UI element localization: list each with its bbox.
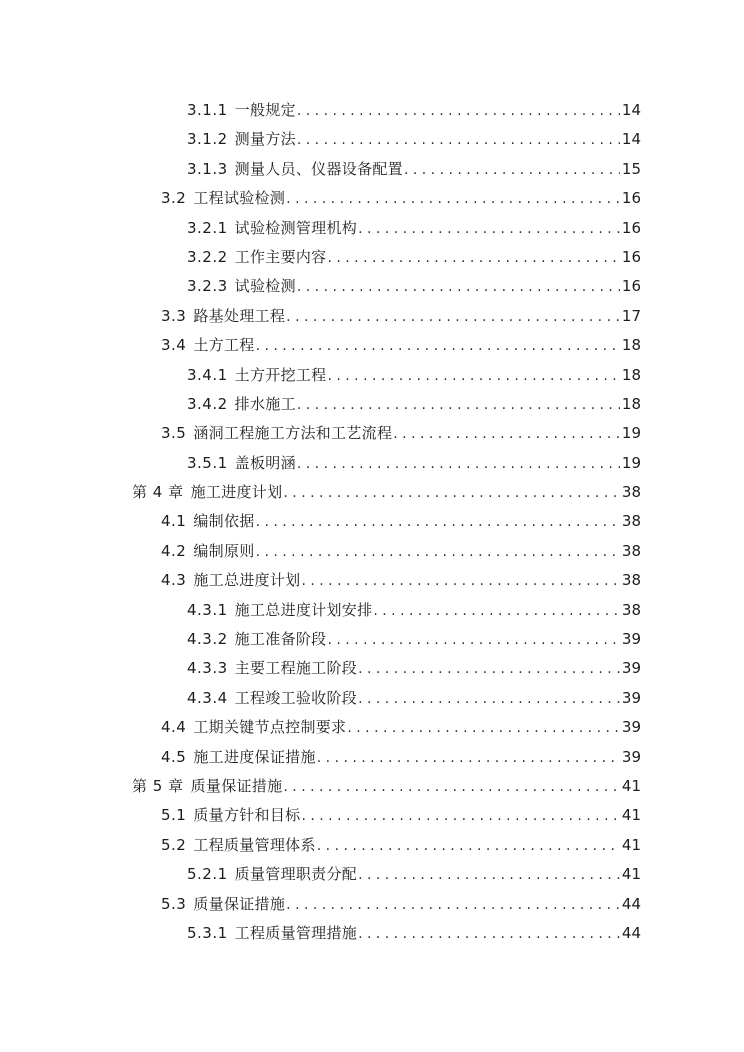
table-of-contents: [132, 96, 641, 948]
toc-page-number: 15: [621, 159, 641, 178]
toc-entry-title: 质量保证措施: [193, 894, 286, 913]
toc-entry[interactable]: [132, 713, 641, 742]
toc-page-number: 14: [621, 130, 641, 149]
toc-entry-number: 3.4.2: [187, 394, 228, 413]
dot-leader: [297, 390, 620, 420]
toc-page-number: 39: [621, 630, 641, 649]
toc-entry-number: 3.5.1: [187, 453, 228, 472]
toc-entry[interactable]: [132, 507, 641, 536]
toc-entry-number: 3.2: [161, 189, 187, 208]
toc-entry-title: 土方开挖工程: [234, 365, 327, 384]
toc-entry[interactable]: [132, 596, 641, 625]
toc-entry[interactable]: [132, 890, 641, 919]
toc-entry-number: 4.4: [161, 718, 187, 737]
toc-entry-number: 4.3.1: [187, 600, 228, 619]
toc-entry-number: 5.2: [161, 835, 187, 854]
toc-page-number: 38: [621, 600, 641, 619]
toc-entry-title: 试验检测: [234, 277, 296, 296]
dot-leader: [256, 537, 620, 567]
toc-entry[interactable]: [132, 743, 641, 772]
toc-entry[interactable]: [132, 625, 641, 654]
toc-entry[interactable]: [132, 361, 641, 390]
toc-entry[interactable]: [132, 478, 641, 507]
toc-page-number: 38: [621, 483, 641, 502]
toc-entry-number: 5.3.1: [187, 923, 228, 942]
toc-page-number: 38: [621, 571, 641, 590]
toc-entry[interactable]: [132, 184, 641, 213]
toc-entry-title: 编制依据: [193, 512, 255, 531]
dot-leader: [358, 860, 620, 890]
toc-entry-title: 路基处理工程: [193, 306, 286, 325]
toc-entry-number: 3.1.2: [187, 130, 228, 149]
dot-leader: [297, 272, 620, 302]
dot-leader: [317, 831, 620, 861]
toc-entry-title: 施工进度计划: [190, 483, 283, 502]
toc-entry[interactable]: [132, 919, 641, 948]
toc-page-number: 39: [621, 718, 641, 737]
toc-page-number: 14: [621, 101, 641, 119]
toc-entry[interactable]: [132, 214, 641, 243]
toc-entry[interactable]: [132, 684, 641, 713]
toc-page-number: 39: [621, 688, 641, 707]
dot-leader: [327, 361, 619, 391]
toc-entry-number: 3.2.3: [187, 277, 228, 296]
toc-entry-title: 一般规定: [234, 101, 296, 119]
toc-entry-title: 施工总进度计划: [193, 571, 301, 590]
toc-entry-title: 施工准备阶段: [234, 630, 327, 649]
toc-entry-title: 盖板明涵: [234, 453, 296, 472]
toc-entry-title: 质量管理职责分配: [234, 865, 358, 884]
toc-entry-number: 4.2: [161, 541, 187, 560]
toc-entry[interactable]: [132, 390, 641, 419]
toc-entry[interactable]: [132, 654, 641, 683]
toc-entry-title: 工程质量管理措施: [234, 923, 358, 942]
toc-entry-number: 3.3: [161, 306, 187, 325]
toc-entry[interactable]: [132, 566, 641, 595]
dot-leader: [358, 919, 620, 949]
toc-entry[interactable]: [132, 860, 641, 889]
toc-entry-number: 4.3.3: [187, 659, 228, 678]
toc-entry-number: 4.3: [161, 571, 187, 590]
toc-entry-number: 3.2.1: [187, 218, 228, 237]
dot-leader: [358, 684, 620, 714]
dot-leader: [358, 654, 620, 684]
dot-leader: [301, 566, 619, 596]
dot-leader: [286, 302, 620, 332]
toc-page-number: 38: [621, 512, 641, 531]
dot-leader: [347, 713, 620, 743]
toc-entry-number: 3.2.2: [187, 247, 228, 266]
toc-page-number: 19: [621, 424, 641, 443]
toc-entry-title: 测量方法: [234, 130, 296, 149]
toc-entry-title: 施工进度保证措施: [193, 747, 316, 766]
toc-entry-number: 3.1.3: [187, 159, 228, 178]
dot-leader: [256, 331, 620, 361]
toc-entry-number: 3.4: [161, 336, 187, 355]
dot-leader: [373, 596, 620, 626]
dot-leader: [317, 743, 620, 773]
toc-entry-title: 施工总进度计划安排: [234, 600, 373, 619]
toc-page-number: 18: [621, 365, 641, 384]
toc-entry-number: 5.2.1: [187, 865, 228, 884]
dot-leader: [297, 125, 620, 155]
toc-entry[interactable]: [132, 302, 641, 331]
toc-entry[interactable]: [132, 449, 641, 478]
toc-page-number: 16: [621, 218, 641, 237]
toc-entry-title: 工作主要内容: [234, 247, 327, 266]
toc-page-number: 44: [621, 923, 641, 942]
toc-entry-title: 工期关键节点控制要求: [193, 718, 347, 737]
toc-page-number: 44: [621, 894, 641, 913]
toc-entry[interactable]: [132, 419, 641, 448]
toc-page-number: 41: [621, 776, 641, 795]
dot-leader: [358, 214, 620, 244]
toc-page-number: 41: [621, 865, 641, 884]
toc-entry-number: 4.1: [161, 512, 187, 531]
dot-leader: [393, 419, 620, 449]
dot-leader: [327, 243, 619, 273]
toc-entry-title: 工程质量管理体系: [193, 835, 316, 854]
dot-leader: [297, 449, 620, 479]
toc-entry[interactable]: [132, 831, 641, 860]
dot-leader: [404, 155, 620, 185]
toc-entry[interactable]: [132, 537, 641, 566]
toc-page-number: 39: [621, 659, 641, 678]
toc-entry-number: 5.3: [161, 894, 187, 913]
toc-entry[interactable]: [132, 772, 641, 801]
toc-entry[interactable]: [132, 155, 641, 184]
toc-page-number: 41: [621, 806, 641, 825]
toc-entry-title: 工程试验检测: [193, 189, 286, 208]
toc-entry-title: 编制原则: [193, 541, 255, 560]
toc-entry-title: 主要工程施工阶段: [234, 659, 358, 678]
toc-entry-number: 第 5 章: [132, 776, 184, 795]
dot-leader: [283, 478, 620, 508]
toc-entry-number: 3.1.1: [187, 101, 228, 119]
dot-leader: [297, 96, 620, 126]
toc-entry-number: 4.5: [161, 747, 187, 766]
toc-page-number: 18: [621, 336, 641, 355]
toc-entry[interactable]: [132, 272, 641, 301]
toc-entry-title: 质量方针和目标: [193, 806, 301, 825]
dot-leader: [283, 772, 620, 802]
toc-entry[interactable]: [132, 801, 641, 830]
toc-entry-number: 第 4 章: [132, 483, 184, 502]
toc-page-number: 38: [621, 541, 641, 560]
toc-entry-title: 工程竣工验收阶段: [234, 688, 358, 707]
toc-entry-title: 涵洞工程施工方法和工艺流程: [193, 424, 393, 443]
toc-entry-title: 质量保证措施: [190, 776, 283, 795]
toc-page-number: 18: [621, 394, 641, 413]
toc-entry-number: 5.1: [161, 806, 187, 825]
toc-entry[interactable]: [132, 331, 641, 360]
toc-entry-title: 排水施工: [234, 394, 296, 413]
dot-leader: [327, 625, 619, 655]
dot-leader: [286, 184, 620, 214]
toc-page-number: 17: [621, 306, 641, 325]
toc-page-number: 41: [621, 835, 641, 854]
toc-entry-number: 4.3.4: [187, 688, 228, 707]
dot-leader: [301, 801, 619, 831]
toc-entry-title: 土方工程: [193, 336, 255, 355]
toc-entry-number: 4.3.2: [187, 630, 228, 649]
toc-page-number: 19: [621, 453, 641, 472]
toc-page-number: 16: [621, 247, 641, 266]
toc-entry[interactable]: [132, 125, 641, 154]
toc-entry[interactable]: [132, 96, 641, 125]
toc-page-number: 16: [621, 277, 641, 296]
toc-entry-title: 试验检测管理机构: [234, 218, 358, 237]
toc-entry-number: 3.4.1: [187, 365, 228, 384]
toc-entry-title: 测量人员、仪器设备配置: [234, 159, 403, 178]
dot-leader: [256, 507, 620, 537]
toc-page-number: 16: [621, 189, 641, 208]
dot-leader: [286, 890, 620, 920]
toc-entry[interactable]: [132, 243, 641, 272]
toc-entry-number: 3.5: [161, 424, 187, 443]
toc-page-number: 39: [621, 747, 641, 766]
